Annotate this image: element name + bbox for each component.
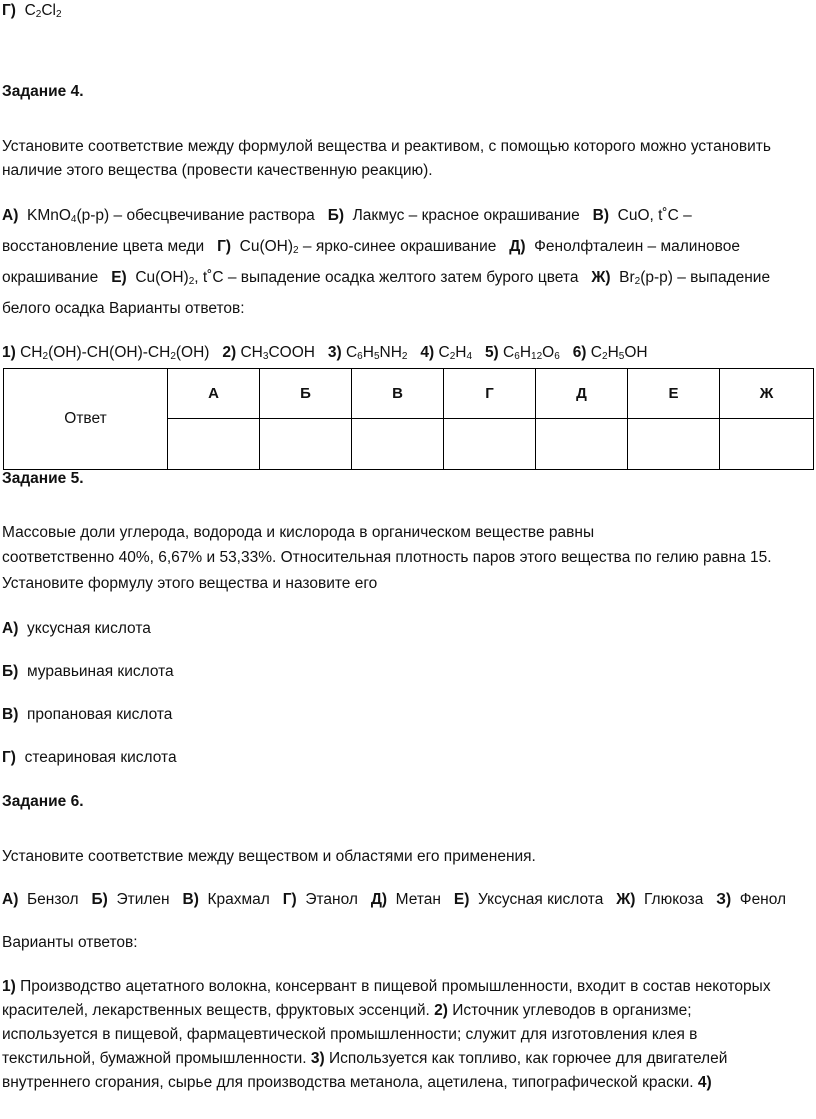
task4-options: 1) $CH_2(OH)-CH(OH)-CH_2(OH)$ 2) $CH_3COOH$ 3) $C_6H_5NH_2$ 4) $C_2H_4$ 5) $C_6H_{12}O_6$ 6) $C_2H_5OH$ (2, 344, 648, 362)
task6-heading: Задание 6. (2, 793, 84, 810)
task6-intro: Установите соответствие между веществом и областями его применения. (2, 848, 536, 865)
task4-intro-line1: Установите соответствие между формулой вещества и реактивом, с помощью которого можно установить (2, 138, 771, 155)
task4-reagents-line1: А) KMnO$_4$(р-р) – обесцвечивание раствора Б) Лакмус – красное окрашивание В) CuO, t˚C – (2, 207, 692, 225)
task4-reagents-line2: восстановление цвета меди Г) $Cu(OH)_2$ – ярко-синее окрашивание Д) Фенолфталеин – малиновое (2, 238, 740, 256)
task6-uses-line3: используется в пищевой, фармацевтической промышленности; служит для изготовления клея в (2, 1026, 698, 1043)
task5-option: Б) муравьиная кислота (2, 663, 174, 680)
answer-cell[interactable] (444, 419, 536, 470)
answer-row-label: Ответ (4, 369, 168, 470)
task6-substances: А) Бензол Б) Этилен В) Крахмал Г) Этанол Д) Метан Е) Уксусная кислота Ж) Глюкоза З) Фенол (2, 891, 787, 908)
answer-cell[interactable] (536, 419, 628, 470)
answer-col-header: Г (444, 369, 536, 419)
answer-cell[interactable] (352, 419, 444, 470)
answer-col-header: Ж (720, 369, 814, 419)
answer-col-header: Д (536, 369, 628, 419)
answer-table (3, 368, 814, 470)
answer-cell[interactable] (628, 419, 720, 470)
task4-reagents-line3: окрашивание Е) $Cu(OH)_2$, t˚C – выпадение осадка желтого затем бурого цвета Ж) $Br_2(р-р)$ – выпадение (2, 269, 771, 287)
task5-heading: Задание 5. (2, 470, 84, 487)
answer-cell[interactable] (168, 419, 260, 470)
task4-heading: Задание 4. (2, 83, 84, 100)
task6-uses-line2: красителей, лекарственных веществ, фруктовых эссенций. 2) Источник углеводов в организме; (2, 1002, 692, 1019)
top-item (2, 1, 62, 21)
answer-col-header: А (168, 369, 260, 419)
top-item-formula: $C_2Cl_2$ (24, 2, 62, 20)
task5-line3: Установите формулу этого вещества и назовите его (2, 575, 378, 592)
task4-intro-line2: наличие этого вещества (провести качественную реакцию). (2, 162, 433, 179)
answer-cell[interactable] (720, 419, 814, 470)
task5-option: Г) стеариновая кислота (2, 749, 177, 766)
task5-option: А) уксусная кислота (2, 620, 151, 637)
task6-variants-label: Варианты ответов: (2, 934, 138, 951)
answer-col-header: Е (628, 369, 720, 419)
task4-reagents-line4: белого осадка Варианты ответов: (2, 300, 245, 317)
task5-line1: Массовые доли углерода, водорода и кислорода в органическом веществе равны (2, 524, 595, 541)
answer-col-header: В (352, 369, 444, 419)
task6-uses-line4: текстильной, бумажной промышленности. 3) Используется как топливо, как горючее для двигателей (2, 1050, 728, 1067)
answer-cell[interactable] (260, 419, 352, 470)
answer-col-header: Б (260, 369, 352, 419)
task5-line2: соответственно 40%, 6,67% и 53,33%. Относительная плотность паров этого вещества по гелию равна 15. (2, 549, 772, 566)
task6-uses-line5: внутреннего сгорания, сырье для производства метанола, ацетилена, типографической краски. 4) (2, 1074, 712, 1091)
task6-uses-line1: 1) Производство ацетатного волокна, консервант в пищевой промышленности, входит в состав некоторых (2, 978, 771, 995)
task5-option: В) пропановая кислота (2, 706, 173, 723)
top-item-label: Г) (2, 2, 16, 19)
